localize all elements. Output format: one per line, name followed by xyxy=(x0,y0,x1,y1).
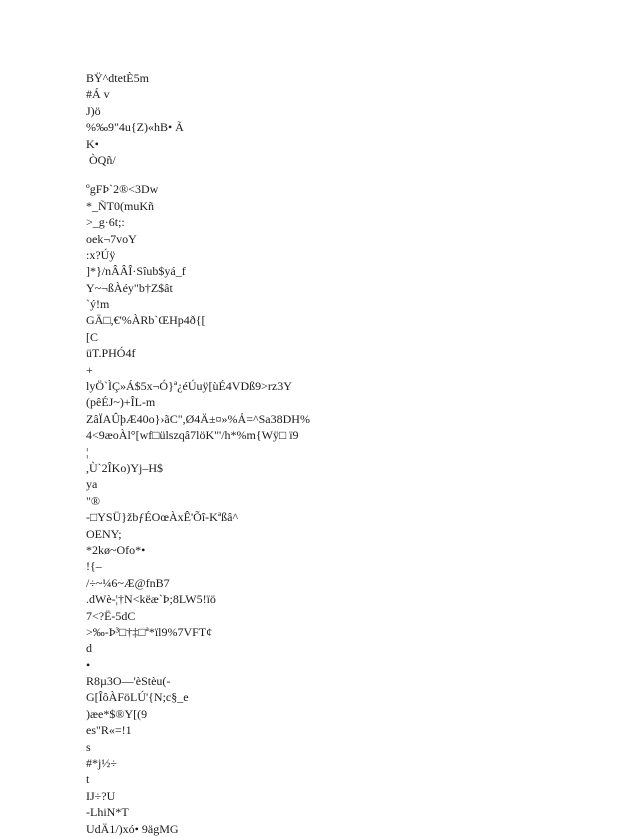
text-line: ]*}/nÂÂÎ·Sîub$yá_f xyxy=(86,264,186,279)
text-line: es"R«=!1 xyxy=(86,723,132,738)
text-line: ¦ xyxy=(86,444,89,459)
text-line: ÒQñ/ xyxy=(86,152,116,167)
text-line: -□YSÜ}žbƒÉOœÀxÊ'Õî-Kªßâ^ xyxy=(86,510,239,525)
text-line: OENY; xyxy=(86,526,122,541)
text-line: [C xyxy=(86,329,98,344)
text-line: /÷~¼6~Æ@fnB7 xyxy=(86,575,170,590)
text-block-2 xyxy=(86,181,606,837)
text-line: )æe*$®Y[(9 xyxy=(86,706,148,721)
text-line: .dWè-¦†N<këæ`Þ;8LW5!ïö xyxy=(86,592,216,607)
text-line: IJ÷?U xyxy=(86,788,116,803)
paragraph-gap xyxy=(86,168,606,181)
text-line: !{– xyxy=(86,559,102,574)
text-line: lyÖ`ÌÇ»Á$5x¬Ó}ª¿éÚuÿ[ùÉ4VDß9>rz3Y xyxy=(86,379,292,394)
text-line: 7<?Ë-5dC xyxy=(86,608,136,623)
text-line: ZâÏAÛþÆ40o}›ãC",Ø4Ä±¤»%Ả=^Sa38DH% xyxy=(86,411,310,426)
text-line: J)ö xyxy=(86,103,101,118)
text-line: >_g·6t;: xyxy=(86,215,125,230)
text-line: #Á v xyxy=(86,87,110,102)
text-line: GÄ□,€'%ÀRb`ŒHp4ð{[ xyxy=(86,313,206,328)
text-line: ya xyxy=(86,477,98,492)
text-line: d xyxy=(86,641,92,656)
text-line: oek¬7voY xyxy=(86,231,137,246)
text-line: BŸ^dtetÈ5m xyxy=(86,71,149,85)
document-page xyxy=(86,70,606,837)
text-line: :x?Úÿ xyxy=(86,247,116,262)
text-line: UdÄ1/)xó• 9ägMG xyxy=(86,821,179,836)
text-line: + xyxy=(86,362,93,377)
text-line: Y~¬ßÀéy"b†Z$ât xyxy=(86,280,173,295)
text-line: -LhiN*T xyxy=(86,805,129,820)
text-line: (pêÉJ~)+ÎL-m xyxy=(86,395,156,410)
text-line: • xyxy=(86,657,91,672)
text-line: 4<9æoÀl°[wf□ülszqâ7löK"'/h*%m{Wÿ□ ï9 xyxy=(86,428,299,443)
text-line: #*j½÷ xyxy=(86,756,117,771)
text-line: >‰-Þ³□†‡□ª*ïl9%7VFT¢ xyxy=(86,624,213,639)
text-line: G[ÎôÀFöLÚ'{N;c§_e xyxy=(86,690,189,705)
text-line: üT.PHÓ4f xyxy=(86,346,136,361)
text-line: ,Ù`2ÎKo)Yj–H$ xyxy=(86,460,163,475)
text-line: t xyxy=(86,772,90,787)
text-line: R8µ3O—'èStèu(- xyxy=(86,674,171,689)
text-line: %‰9"4u{Z)«hB• Ã xyxy=(86,120,184,135)
text-line: ºgFÞ`2®<3Dw xyxy=(86,182,159,197)
text-line: *2kø~Ofo*• xyxy=(86,542,146,557)
text-line: K• xyxy=(86,136,99,151)
text-line: s xyxy=(86,739,91,754)
text-line: `ý!m xyxy=(86,297,110,312)
text-block-1 xyxy=(86,70,606,168)
text-line: *_ÑT0(muKñ xyxy=(86,198,154,213)
text-line: "® xyxy=(86,493,101,508)
